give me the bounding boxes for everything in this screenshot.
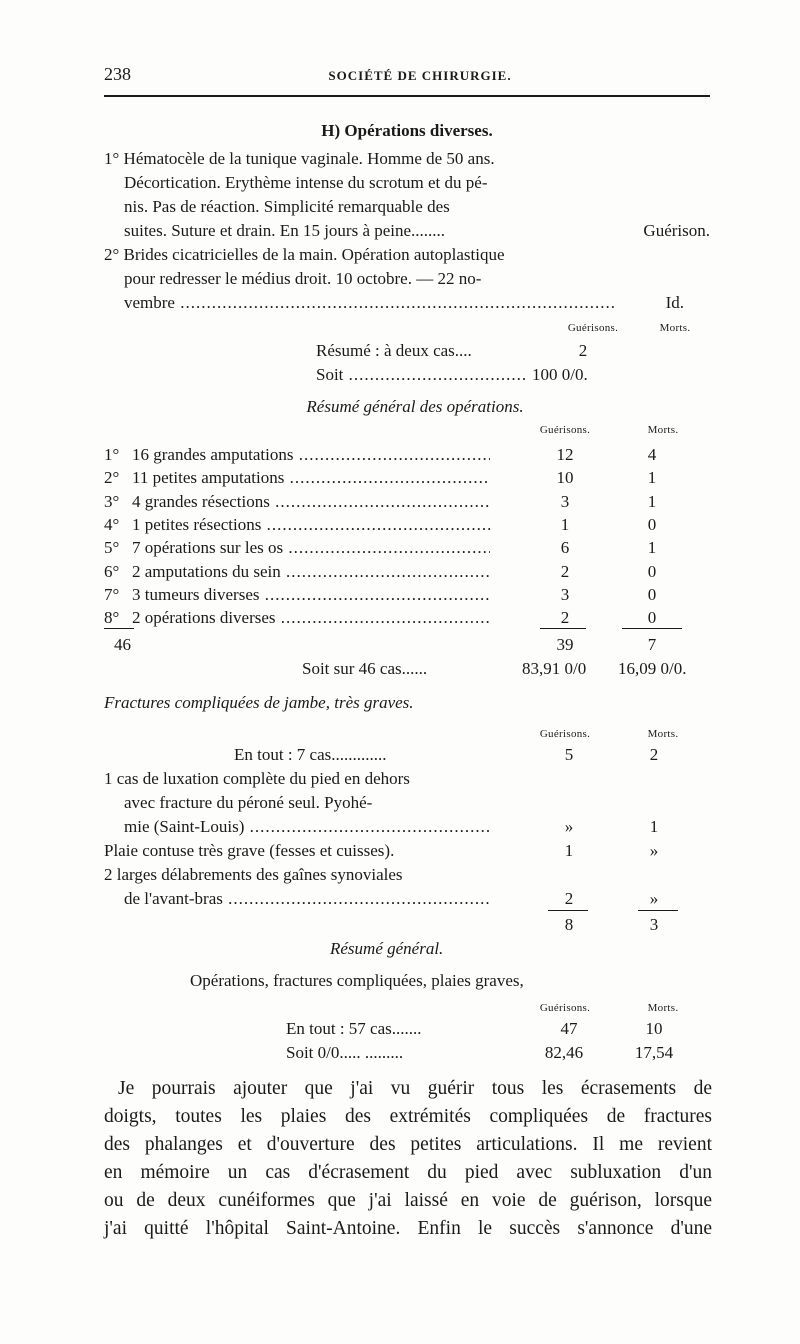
total-rule-count [104, 628, 134, 629]
general-row-number: 6° [104, 561, 120, 581]
general-row-guerisons: 2 [560, 561, 570, 581]
resume-general-pct-label: Soit 0/0..... ......... [286, 1043, 404, 1062]
general-pct-label: Soit sur 46 cas...... [302, 659, 428, 678]
general-row-morts: 0 [647, 561, 657, 581]
luxation-g: » [564, 817, 574, 836]
plaie-m: » [649, 841, 659, 860]
total-rule-m [622, 628, 682, 629]
fractures-title: Fractures compliquées de jambe, très graves. [104, 693, 414, 712]
general-row-number: 5° [104, 538, 120, 558]
general-row-morts: 0 [647, 514, 657, 534]
general-total-g: 39 [556, 635, 574, 654]
fractures-col-guerisons: Guérisons. [539, 728, 591, 740]
gaines-g: 2 [564, 889, 574, 908]
general-row-guerisons: 3 [560, 584, 570, 604]
gaines-m: » [649, 889, 659, 908]
general-total-m: 7 [647, 635, 657, 654]
paragraph-line: doigts, toutes les plaies des extrémités compliquées de fractures [104, 1106, 712, 1127]
general-row-guerisons: 1 [560, 514, 570, 534]
item2-line-3: vembre ..... [124, 292, 614, 314]
resume-general-pct-g: 82,46 [544, 1043, 584, 1062]
header-rule [104, 95, 710, 97]
general-pct-g: 83,91 0/0 [522, 659, 587, 678]
paragraph-line: j'ai quitté l'hôpital Saint-Antoine. Enfin le succès s'annonce d'une [104, 1218, 712, 1239]
item1-result: Guérison. [643, 221, 710, 240]
item1-line-4: suites. Suture et drain. En 15 jours à peine........ [124, 221, 446, 240]
section-h-resume-value: 2 [578, 341, 588, 360]
item1-line-2: Décortication. Erythème intense du scrotum et du pé- [124, 173, 488, 192]
fractures-total-m: 2 [649, 745, 659, 764]
general-row-morts: 1 [647, 468, 657, 488]
plaie-line: Plaie contuse très grave (fesses et cuisses). [104, 841, 395, 860]
general-row-guerisons: 3 [560, 491, 570, 511]
general-row-number: 4° [104, 514, 120, 534]
running-title: SOCIÉTÉ DE CHIRURGIE. [328, 68, 512, 83]
general-row-label: 7 opérations sur les os ..... [132, 537, 490, 559]
luxation-line-2: avec fracture du péroné seul. Pyohé- [124, 793, 373, 812]
general-row-label: 1 petites résections ..... [132, 514, 490, 536]
resume-general-pct-m: 17,54 [634, 1043, 674, 1062]
paragraph-line: Je pourrais ajouter que j'ai vu guérir tous les écrasements de [118, 1078, 712, 1099]
fractures-total-g: 5 [564, 745, 574, 764]
fractures-sum-g: 8 [564, 915, 574, 934]
general-title: Résumé général des opérations. [306, 397, 524, 416]
section-h-col-guerisons: Guérisons. [567, 322, 619, 334]
item1-line-1: 1° Hématocèle de la tunique vaginale. Homme de 50 ans. [104, 149, 495, 168]
general-pct-m: 16,09 0/0. [618, 659, 687, 678]
fractures-total-label: En tout : 7 cas............. [234, 745, 387, 764]
section-h-resume-label: Résumé : à deux cas.... [316, 341, 472, 360]
general-col-morts: Morts. [647, 424, 679, 436]
general-row-number: 2° [104, 468, 120, 488]
resume-general-total-g: 47 [560, 1019, 578, 1038]
general-row-label: 2 amputations du sein ..... [132, 561, 490, 583]
page-number: 238 [104, 64, 131, 84]
resume-general-total-m: 10 [645, 1019, 663, 1038]
resume-general-title: Résumé général. [330, 939, 444, 958]
general-row-label: 4 grandes résections ..... [132, 491, 490, 513]
resume-general-col-guerisons: Guérisons. [539, 1002, 591, 1014]
general-row-number: 7° [104, 584, 120, 604]
fractures-sum-m: 3 [649, 915, 659, 934]
total-rule-g [540, 628, 586, 629]
resume-general-subtitle: Opérations, fractures compliquées, plaies graves, [190, 971, 524, 990]
resume-general-total-label: En tout : 57 cas....... [286, 1019, 422, 1038]
general-row-number: 3° [104, 491, 120, 511]
gaines-line-1: 2 larges délabrements des gaînes synoviales [104, 865, 403, 884]
general-row-label: 11 petites amputations ..... [132, 467, 490, 489]
luxation-line-1: 1 cas de luxation complète du pied en dehors [104, 769, 410, 788]
general-row-label: 3 tumeurs diverses ..... [132, 584, 490, 606]
resume-general-col-morts: Morts. [647, 1002, 679, 1014]
fractures-rule-m [638, 910, 678, 911]
fractures-col-morts: Morts. [647, 728, 679, 740]
plaie-g: 1 [564, 841, 574, 860]
item2-result: Id. [665, 293, 684, 312]
paragraph-line: ou de deux cunéiformes que j'ai laissé en voie de guérison, lorsque [104, 1190, 712, 1211]
luxation-m: 1 [649, 817, 659, 836]
general-row-label: 16 grandes amputations ..... [132, 444, 490, 466]
fractures-rule-g [548, 910, 588, 911]
general-row-morts: 4 [647, 445, 657, 464]
section-h-soit-label: Soit ..... [316, 364, 528, 386]
general-col-guerisons: Guérisons. [539, 424, 591, 436]
general-row-guerisons: 6 [560, 538, 570, 558]
general-row-morts: 1 [647, 491, 657, 511]
gaines-line-2: de l'avant-bras ..... [124, 888, 490, 910]
item1-line-3: nis. Pas de réaction. Simplicité remarquable des [124, 197, 450, 216]
section-h-col-morts: Morts. [659, 322, 691, 334]
luxation-line-3: mie (Saint-Louis) ..... [124, 816, 490, 838]
general-row-guerisons: 10 [556, 468, 574, 488]
general-row-guerisons: 2 [560, 608, 570, 628]
general-row-guerisons: 12 [556, 445, 574, 464]
general-row-morts: 1 [647, 538, 657, 558]
paragraph-line: des phalanges et d'ouverture des petites articulations. Il me revient [104, 1134, 712, 1155]
item2-line-1: 2° Brides cicatricielles de la main. Opération autoplastique [104, 245, 505, 264]
general-row-number: 1° [104, 445, 120, 464]
section-h-soit-value: 100 0/0. [532, 365, 588, 384]
general-row-morts: 0 [647, 608, 657, 628]
general-total-count: 46 [114, 635, 131, 654]
item2-line-2: pour redresser le médius droit. 10 octobre. — 22 no- [124, 269, 482, 288]
paragraph-line: en mémoire un cas d'écrasement du pied avec subluxation d'un [104, 1162, 712, 1183]
general-row-morts: 0 [647, 584, 657, 604]
general-row-number: 8° [104, 608, 120, 628]
section-h-title: H) Opérations diverses. [321, 121, 493, 140]
general-row-label: 2 opérations diverses ..... [132, 607, 490, 629]
